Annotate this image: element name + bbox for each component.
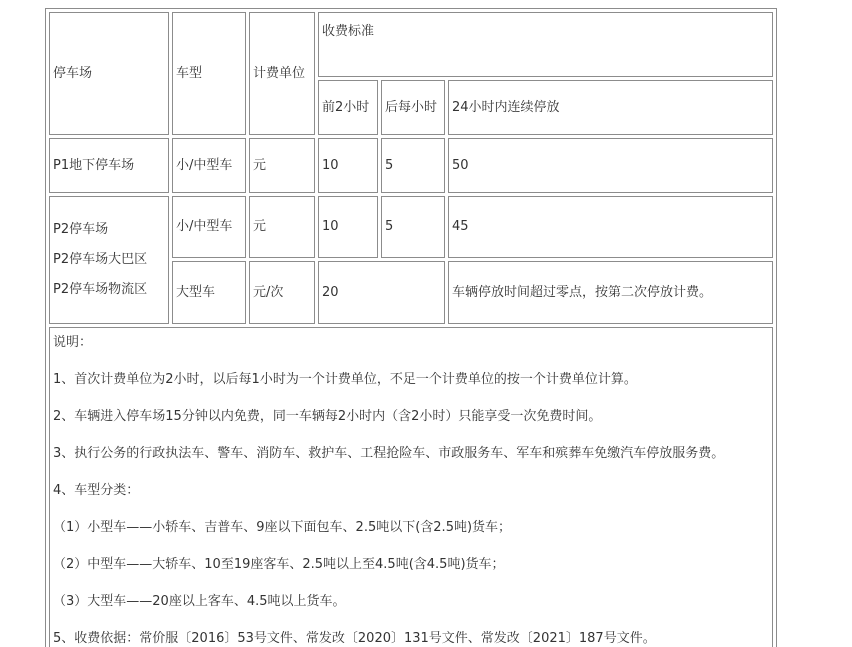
- cell-each-hour: 5: [381, 196, 445, 258]
- cell-type: 小/中型车: [172, 138, 246, 193]
- notes-title: 说明：: [53, 335, 93, 350]
- header-billing-unit: 计费单位: [249, 12, 315, 135]
- parking-fee-table: [45, 8, 777, 647]
- cell-within-24h: 45: [448, 196, 773, 258]
- header-fee-standard: 收费标准: [318, 12, 773, 77]
- cell-first-2h: 10: [318, 196, 378, 258]
- header-first-2h: 前2小时: [318, 80, 378, 135]
- cell-lot: P2停车场物流区: [53, 282, 148, 297]
- table-row: [49, 196, 773, 258]
- notes-row: [49, 327, 773, 647]
- cell-unit: 元: [249, 138, 315, 193]
- note-subitem: （3）大型车——20座以上客车、4.5吨以上货车。: [53, 594, 346, 609]
- cell-within-24h: 50: [448, 138, 773, 193]
- notes-cell: [49, 327, 773, 647]
- cell-lot: P2停车场: [53, 222, 109, 237]
- cell-lot: P1地下停车场: [49, 138, 169, 193]
- note-item: 5、收费依据：常价服〔2016〕53号文件、常发改〔2020〕131号文件、常发改〔2021〕187号文件。: [53, 631, 656, 646]
- note-item: 1、首次计费单位为2小时，以后每1小时为一个计费单位，不足一个计费单位的按一个计费单位计算。: [53, 372, 637, 387]
- cell-fee: 20: [318, 261, 445, 324]
- cell-lot-group: [49, 196, 169, 324]
- header-parking-lot: 停车场: [49, 12, 169, 135]
- document: [45, 8, 777, 647]
- note-item: 3、执行公务的行政执法车、警车、消防车、救护车、工程抢险车、市政服务车、军车和殡葬车免缴汽车停放服务费。: [53, 446, 725, 461]
- cell-unit: 元: [249, 196, 315, 258]
- header-vehicle-type: 车型: [172, 12, 246, 135]
- note-subitem: （2）中型车——大轿车、10至19座客车、2.5吨以上至4.5吨(含4.5吨)货车；: [53, 557, 505, 572]
- cell-type: 大型车: [172, 261, 246, 324]
- cell-type: 小/中型车: [172, 196, 246, 258]
- note-subitem: （1）小型车——小轿车、吉普车、9座以下面包车、2.5吨以下(含2.5吨)货车；: [53, 520, 512, 535]
- note-item: 2、车辆进入停车场15分钟以内免费，同一车辆每2小时内（含2小时）只能享受一次免费时间。: [53, 409, 602, 424]
- header-each-hour-after: 后每小时: [381, 80, 445, 135]
- cell-first-2h: 10: [318, 138, 378, 193]
- cell-lot: P2停车场大巴区: [53, 252, 148, 267]
- cell-unit: 元/次: [249, 261, 315, 324]
- header-within-24h: 24小时内连续停放: [448, 80, 773, 135]
- table-header-row: [49, 12, 773, 77]
- cell-each-hour: 5: [381, 138, 445, 193]
- table-row: [49, 138, 773, 193]
- note-item: 4、车型分类：: [53, 483, 140, 498]
- cell-remark: 车辆停放时间超过零点，按第二次停放计费。: [448, 261, 773, 324]
